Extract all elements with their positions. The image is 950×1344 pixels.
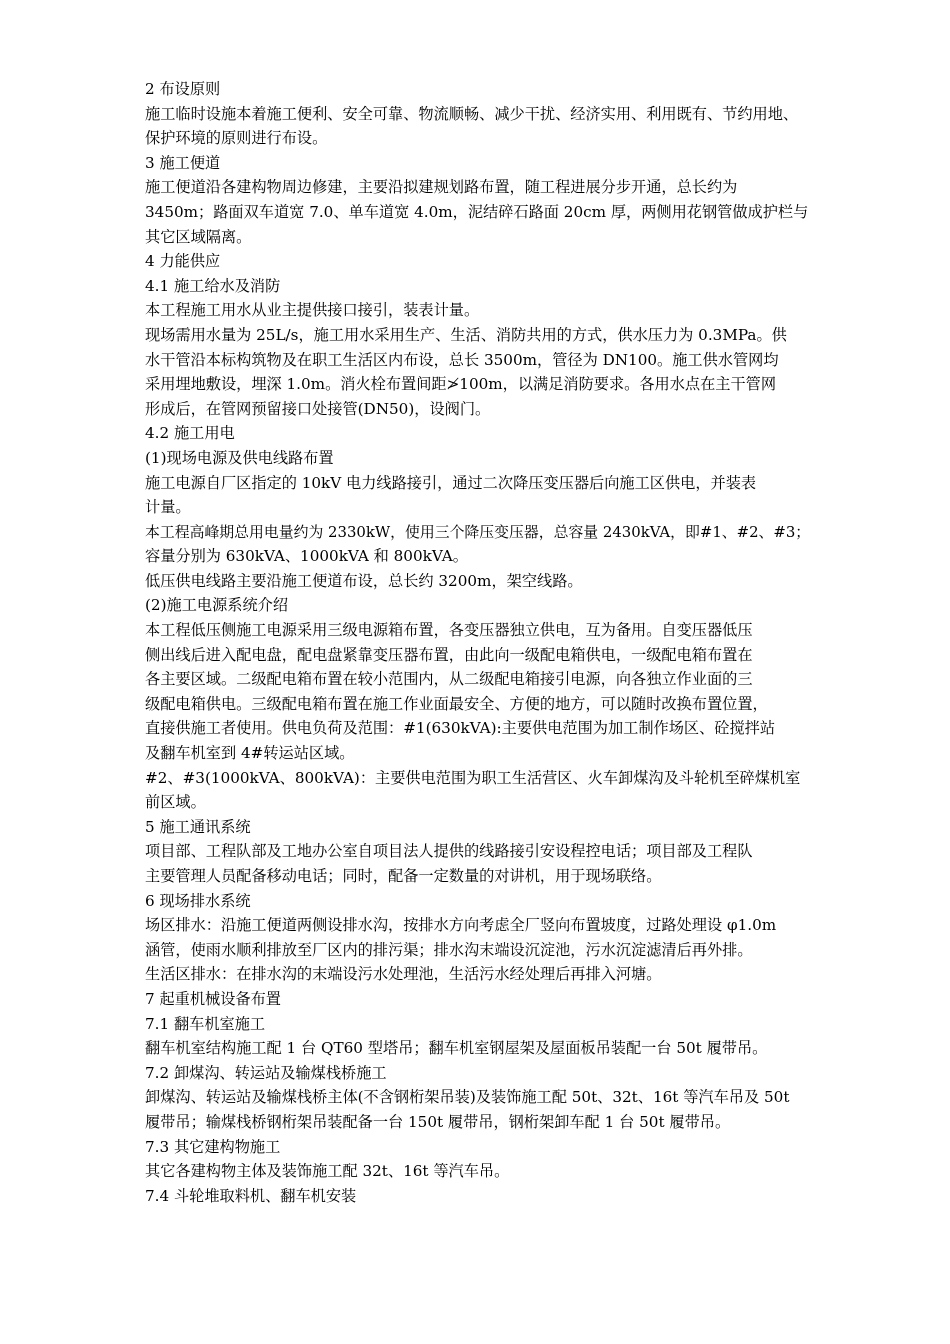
subsection-heading: 7.2 卸煤沟、转运站及输煤栈桥施工 [145, 1063, 387, 1082]
section-heading: 7 起重机械设备布置 [145, 989, 281, 1008]
paragraph-line: 本工程低压侧施工电源采用三级电源箱布置，各变压器独立供电，互为备用。自变压器低压 [145, 621, 753, 640]
subsection-heading: 4.1 施工给水及消防 [145, 276, 281, 295]
paragraph-line: 现场需用水量为 25L/s，施工用水采用生产、生活、消防共用的方式，供水压力为 0.3MPa。供 [145, 325, 787, 344]
paragraph-line: 直接供施工者使用。供电负荷及范围：#1(630kVA):主要供电范围为加工制作场区、砼搅拌站 [145, 719, 776, 738]
paragraph-line: 水干管沿本标构筑物及在职工生活区内布设，总长 3500m，管径为 DN100。施工供水管网均 [145, 350, 779, 369]
paragraph-line: 低压供电线路主要沿施工便道布设，总长约 3200m，架空线路。 [145, 571, 583, 590]
paragraph-line: 形成后，在管网预留接口处接管(DN50)，设阀门。 [145, 399, 491, 418]
paragraph-line: 履带吊；输煤栈桥钢桁架吊装配备一台 150t 履带吊，钢桁架卸车配 1 台 50t 履带吊。 [145, 1112, 731, 1131]
paragraph-line: 施工电源自厂区指定的 10kV 电力线路接引，通过二次降压变压器后向施工区供电，并装表 [145, 473, 757, 492]
paragraph-line: 保护环境的原则进行布设。 [145, 129, 328, 148]
document-body [145, 77, 810, 1208]
paragraph-line: 施工临时设施本着施工便利、安全可靠、物流顺畅、减少干扰、经济实用、利用既有、节约用地、 [145, 104, 799, 123]
item-heading: (2)施工电源系统介绍 [145, 596, 289, 615]
section-heading: 4 力能供应 [145, 252, 221, 271]
paragraph-line: 计量。 [145, 498, 191, 517]
paragraph-line: 其它各建构物主体及装饰施工配 32t、16t 等汽车吊。 [145, 1162, 510, 1181]
paragraph-line: 翻车机室结构施工配 1 台 QT60 型塔吊；翻车机室钢屋架及屋面板吊装配一台 50t 履带吊。 [145, 1039, 768, 1058]
paragraph-line: 项目部、工程队部及工地办公室自项目法人提供的线路接引安设程控电话；项目部及工程队 [145, 842, 753, 861]
paragraph-line: 本工程高峰期总用电量约为 2330kW，使用三个降压变压器，总容量 2430kVA，即#1、#2、#3； [145, 522, 811, 541]
paragraph-line: 各主要区域。二级配电箱布置在较小范围内，从二级配电箱接引电源，向各独立作业面的三 [145, 670, 753, 689]
paragraph-line: 施工便道沿各建构物周边修建，主要沿拟建规划路布置，随工程进展分步开通，总长约为 [145, 178, 738, 197]
paragraph-line: 本工程施工用水从业主提供接口接引，装表计量。 [145, 301, 480, 320]
paragraph-line: 主要管理人员配备移动电话；同时，配备一定数量的对讲机，用于现场联络。 [145, 867, 662, 885]
paragraph-line: 卸煤沟、转运站及输煤栈桥主体(不含钢桁架吊装)及装饰施工配 50t、32t、16t 等汽车吊及 50t [145, 1088, 790, 1107]
subsection-heading: 4.2 施工用电 [145, 424, 235, 443]
paragraph-line: 侧出线后进入配电盘，配电盘紧靠变压器布置，由此向一级配电箱供电，一级配电箱布置在 [145, 645, 753, 664]
subsection-heading: 7.3 其它建构物施工 [145, 1137, 281, 1156]
section-heading: 3 施工便道 [145, 153, 221, 172]
paragraph-line: 及翻车机室到 4#转运站区域。 [145, 744, 355, 763]
paragraph-line: 3450m；路面双车道宽 7.0、单车道宽 4.0m，泥结碎石路面 20cm 厚，两侧用花钢管做成护栏与 [145, 202, 809, 221]
subsection-heading: 7.1 翻车机室施工 [145, 1014, 266, 1033]
paragraph-line: 场区排水：沿施工便道两侧设排水沟，按排水方向考虑全厂竖向布置坡度，过路处理设 φ1.0m [145, 916, 777, 935]
paragraph-line: 其它区域隔离。 [145, 227, 252, 246]
paragraph-line: 级配电箱供电。三级配电箱布置在施工作业面最安全、方便的地方，可以随时改换布置位置， [145, 694, 768, 713]
subsection-heading: 7.4 斗轮堆取料机、翻车机安装 [145, 1186, 357, 1205]
paragraph-line: 采用埋地敷设，埋深 1.0m。消火栓布置间距≯100m，以满足消防要求。各用水点在主干管网 [145, 375, 777, 394]
paragraph-line: 生活区排水：在排水沟的末端设污水处理池，生活污水经处理后再排入河塘。 [145, 965, 662, 984]
paragraph-line: 容量分别为 630kVA、1000kVA 和 800kVA。 [145, 547, 468, 566]
item-heading: (1)现场电源及供电线路布置 [145, 448, 334, 467]
section-heading: 2 布设原则 [145, 80, 221, 98]
paragraph-line: #2、#3(1000kVA、800kVA)：主要供电范围为职工生活营区、火车卸煤沟及斗轮机至碎煤机室 [145, 768, 801, 787]
section-heading: 6 现场排水系统 [145, 891, 251, 910]
paragraph-line: 涵管，使雨水顺利排放至厂区内的排污渠；排水沟末端设沉淀池，污水沉淀滤清后再外排。 [145, 940, 753, 959]
section-heading: 5 施工通讯系统 [145, 817, 251, 836]
paragraph-line: 前区域。 [145, 793, 206, 812]
